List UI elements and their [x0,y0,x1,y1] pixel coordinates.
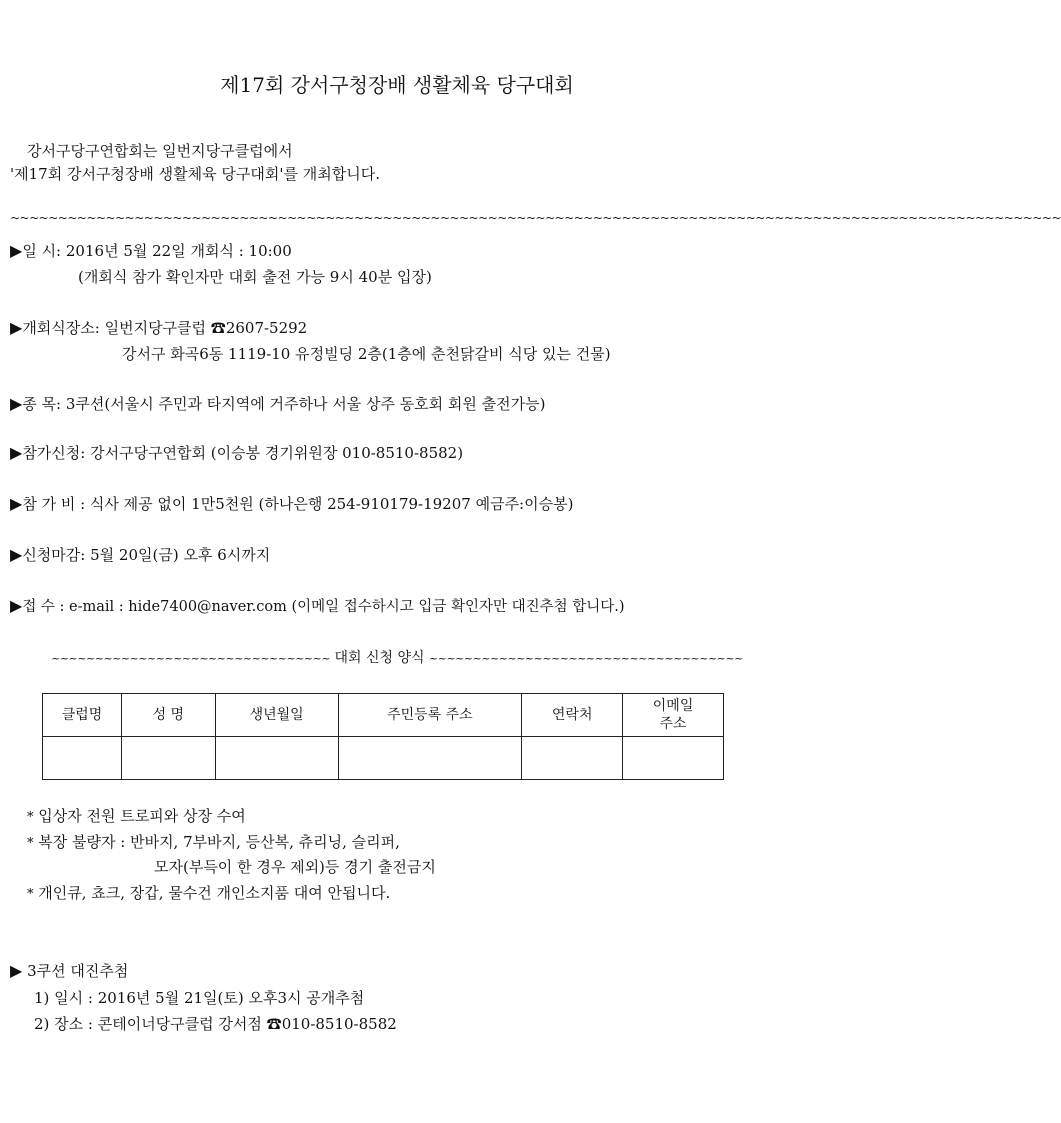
date-value: 2016년 5월 22일 개회식 : 10:00 [65,242,292,260]
triangle-marker-icon: ▶ [10,318,23,337]
fee-value: 식사 제공 없이 1만5천원 (하나은행 254-910179-19207 예금주:이승봉) [89,495,574,513]
column-birth: 생년월일 [215,694,338,737]
triangle-marker-icon: ▶ [10,443,23,462]
note-2-text: 복장 불량자 : 반바지, 7부바지, 등산복, 츄리닝, 슬리퍼, [38,833,400,851]
column-email [623,694,724,737]
note-2-continued: 모자(부득이 한 경우 제외)등 경기 출전금지 [154,858,436,876]
column-address: 주민등록 주소 [338,694,522,737]
event-value: 3쿠션(서울시 주민과 타지역에 거주하나 서울 상주 동호회 회원 출전가능) [65,395,546,413]
page-title: 제17회 강서구청장배 생활체육 당구대회 [220,73,574,97]
asterisk-bullet-icon: * [27,887,34,902]
form-heading-tilde-right: ~~~~~~~~~~~~~~~~~~~~~~~~~~~~~~~~~~~~ [429,652,743,665]
column-email-line-1: 이메일 [652,698,694,714]
date-label: 일 시: [22,242,66,260]
note-1 [27,806,246,828]
event-label: 종 목: [22,395,66,413]
cell-email[interactable] [623,737,724,780]
table-row [43,737,724,780]
draw-item-2 [34,1014,397,1034]
column-name: 성 명 [121,694,215,737]
triangle-marker-icon: ▶ [10,545,23,564]
cell-contact[interactable] [522,737,623,780]
triangle-marker-icon: ▶ [10,961,23,980]
draw-item-1: 1) 일시 : 2016년 5월 21일(토) 오후3시 공개추첨 [34,989,365,1007]
intro-line-2: '제17회 강서구청장배 생활체육 당구대회'를 개최합니다. [10,165,380,183]
triangle-marker-icon: ▶ [10,241,23,260]
receipt-value: e-mail : hide7400@naver.com (이메일 접수하시고 입금 확인자만 대진추첨 합니다.) [69,599,625,615]
apply-label: 참가신청: [22,444,91,462]
asterisk-bullet-icon: * [27,810,34,825]
draw-item-2-phone: 010-8510-8582 [281,1015,397,1033]
form-heading-tilde-left: ~~~~~~~~~~~~~~~~~~~~~~~~~~~~~~~~ [51,652,331,665]
note-3 [27,883,390,905]
venue-address: 강서구 화곡6동 1119-10 유정빌딩 2층(1층에 춘천닭갈비 식당 있는 건물) [122,345,611,363]
form-heading [0,648,794,669]
triangle-marker-icon: ▶ [10,394,23,413]
column-email-line-2: 주소 [659,716,687,732]
deadline-value: 5월 20일(금) 오후 6시까지 [90,546,271,564]
form-heading-text: 대회 신청 양식 [334,650,425,666]
receipt-row [10,596,625,617]
draw-heading: 3쿠션 대진추첨 [22,962,129,980]
column-contact: 연락처 [522,694,623,737]
draw-item-2-text: 2) 장소 : 콘테이너당구클럽 강서점 [34,1015,267,1033]
apply-row [10,443,463,463]
fee-label: 참 가 비 : [22,495,90,513]
venue-label: 개회식장소: [22,319,105,337]
receipt-label: 접 수 : [22,599,70,615]
phone-icon: ☎ [266,1015,282,1033]
table-header-row [43,694,724,737]
divider: ~~~~~~~~~~~~~~~~~~~~~~~~~~~~~~~~~~~~~~~~~~~~~~~~~~~~~~~~~~~~~~~~~~~~~~~~~~~~~~~~~~~~~~~~~~~~~~~~~~~~~~~~~~~~~~ [10,211,1061,225]
date-note: (개회식 참가 확인자만 대회 출전 가능 9시 40분 입장) [78,268,432,286]
venue-phone: 2607-5292 [225,319,308,337]
cell-club[interactable] [43,737,122,780]
deadline-label: 신청마감: [22,546,91,564]
application-form-table [42,693,724,780]
asterisk-bullet-icon: * [27,836,34,851]
intro-line-1: 강서구당구연합회는 일번지당구클럽에서 [27,142,293,160]
date-row [10,241,292,261]
draw-heading-row [10,961,128,981]
deadline-row [10,545,270,565]
cell-address[interactable] [338,737,522,780]
venue-name: 일번지당구클럽 [104,319,211,337]
triangle-marker-icon: ▶ [10,494,23,513]
fee-row [10,494,573,514]
triangle-marker-icon: ▶ [10,596,23,615]
column-club: 클럽명 [43,694,122,737]
cell-birth[interactable] [215,737,338,780]
event-row [10,394,546,414]
cell-name[interactable] [121,737,215,780]
note-3-text: 개인큐, 쵸크, 장갑, 물수건 개인소지품 대여 안됩니다. [38,884,391,902]
note-1-text: 입상자 전원 트로피와 상장 수여 [38,807,246,825]
venue-row [10,318,307,338]
apply-value: 강서구당구연합회 (이승봉 경기위원장 010-8510-8582) [90,444,464,462]
phone-icon: ☎ [210,319,226,337]
note-2 [27,832,400,854]
